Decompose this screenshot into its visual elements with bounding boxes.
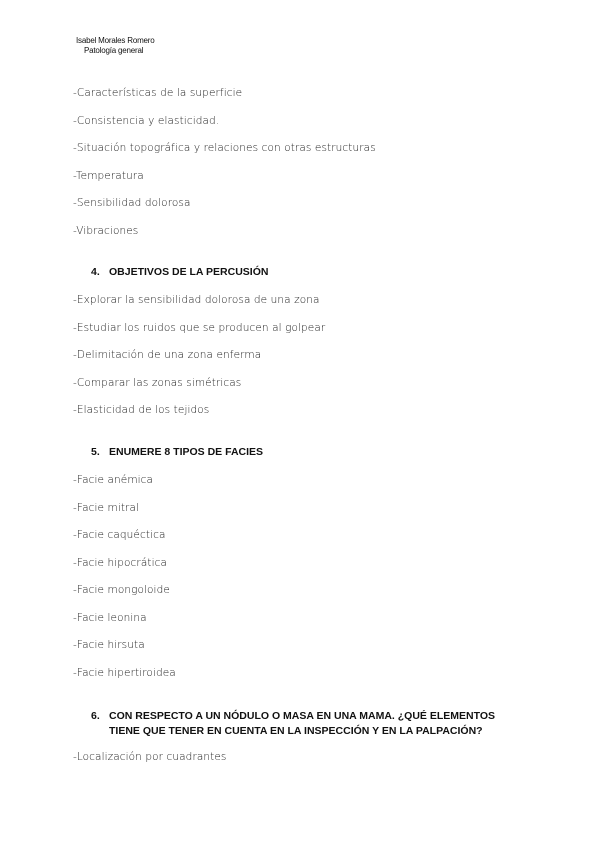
list-item: -Facie caquéctica <box>73 529 166 541</box>
list-item: -Facie hirsuta <box>73 639 145 651</box>
list-item: -Sensibilidad dolorosa <box>73 197 191 209</box>
list-item: -Facie mongoloide <box>73 584 170 596</box>
section-heading <box>91 446 263 458</box>
list-item: -Características de la superficie <box>73 87 243 99</box>
section-heading <box>91 709 495 739</box>
header-subject: Patología general <box>84 46 144 55</box>
list-item: -Explorar la sensibilidad dolorosa de una zona <box>73 294 320 306</box>
list-item: -Facie leonina <box>73 612 147 624</box>
section-number: 4. <box>91 266 100 278</box>
list-item: -Facie hipocrática <box>73 557 168 569</box>
list-item: -Estudiar los ruidos que se producen al golpear <box>73 322 326 334</box>
section-title-line2: TIENE QUE TENER EN CUENTA EN LA INSPECCIÓN Y EN LA PALPACIÓN? <box>109 725 483 737</box>
section-title: ENUMERE 8 TIPOS DE FACIES <box>109 446 264 458</box>
section-number: 5. <box>91 446 100 458</box>
list-item: -Delimitación de una zona enferma <box>73 349 262 361</box>
list-item: -Facie hipertiroidea <box>73 667 176 679</box>
section-heading <box>91 266 268 278</box>
page-header <box>76 36 155 56</box>
list-item: -Consistencia y elasticidad. <box>73 115 220 127</box>
list-item: -Facie anémica <box>73 474 154 486</box>
list-item: -Localización por cuadrantes <box>73 751 227 763</box>
list-item: -Temperatura <box>73 170 144 182</box>
header-author: Isabel Morales Romero <box>76 36 155 45</box>
list-item: -Elasticidad de los tejidos <box>73 404 210 416</box>
list-item: -Facie mitral <box>73 502 140 514</box>
list-item: -Vibraciones <box>73 225 139 237</box>
section-title: OBJETIVOS DE LA PERCUSIÓN <box>109 266 269 278</box>
section-title-line1: CON RESPECTO A UN NÓDULO O MASA EN UNA MAMA. ¿QUÉ ELEMENTOS <box>109 710 495 722</box>
section-number: 6. <box>91 710 100 722</box>
list-item: -Comparar las zonas simétricas <box>73 377 242 389</box>
list-item: -Situación topográfica y relaciones con otras estructuras <box>73 142 376 154</box>
